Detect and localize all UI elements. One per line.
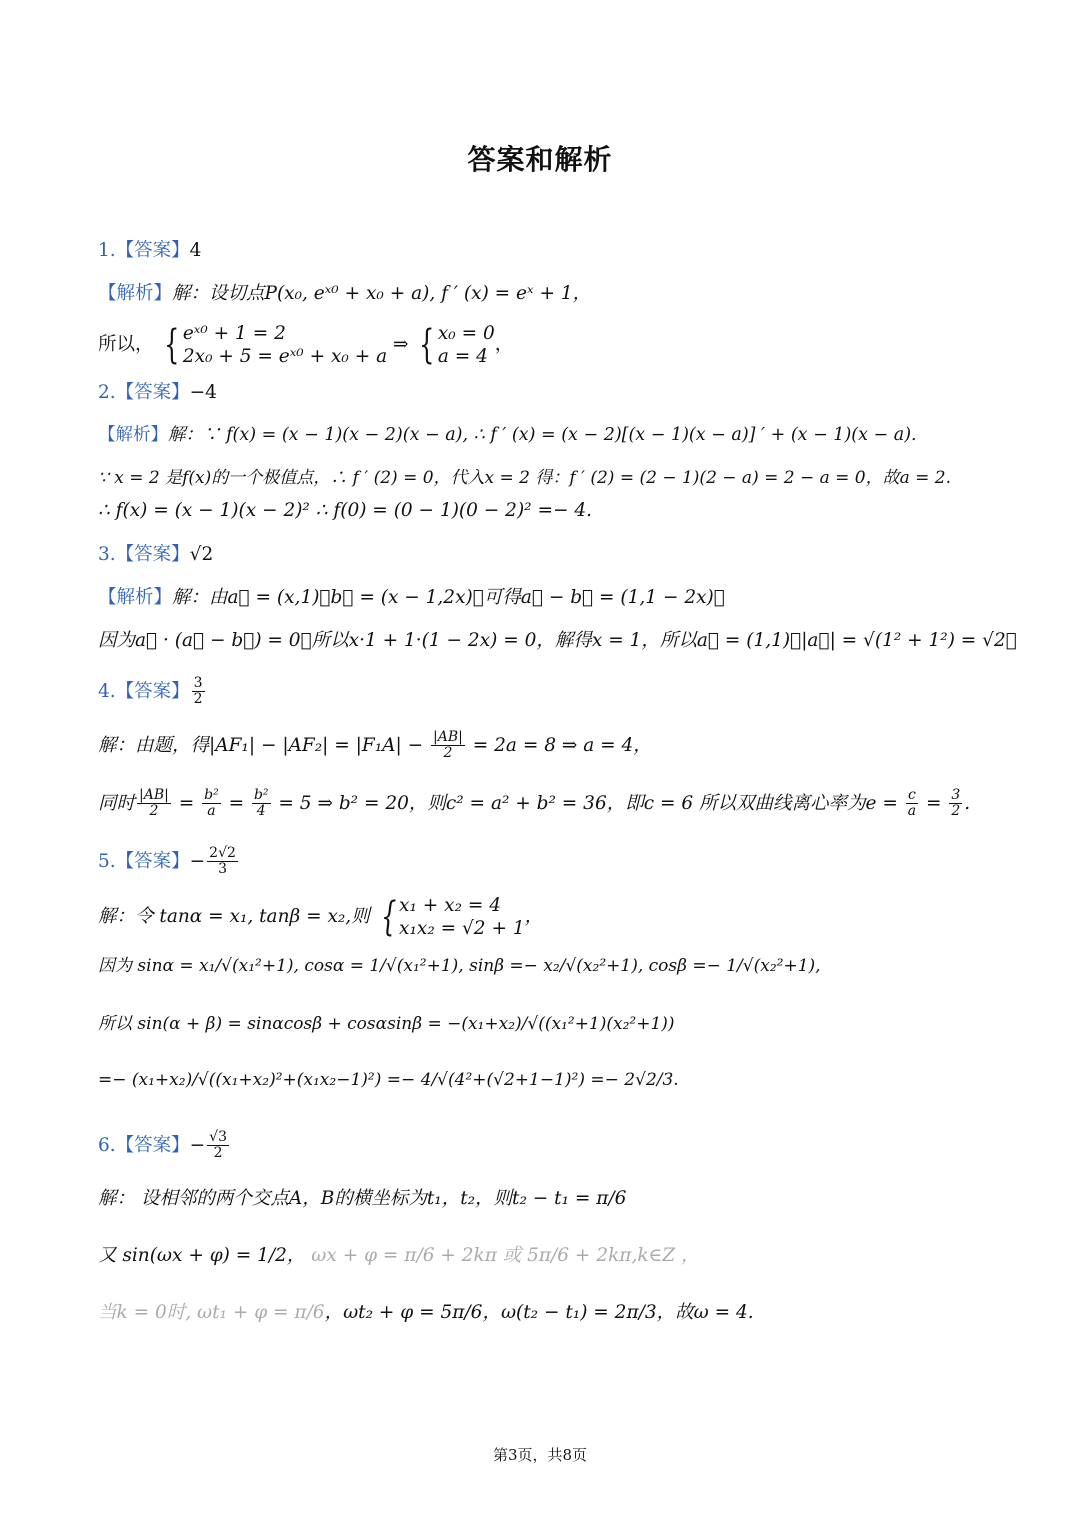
q6-answer-label: 6.【答案】 — [98, 1134, 190, 1156]
q3-analysis-label: 【解析】 — [98, 587, 173, 608]
q4-answer-fraction: $\frac{3}{2}$ — [193, 675, 203, 708]
q2-answer-line — [98, 384, 217, 403]
q2-line-3: ∴ f(x) = (x − 1)(x − 2)² ∴ f(0) = (0 − 1)(0 − 2)² =− 4. — [98, 500, 592, 521]
q5-answer-line: 5.【答案】− $\frac{2√2}{3}$ — [98, 845, 236, 878]
q3-answer-line — [98, 546, 213, 565]
q2-line-2: ∵ x = 2 是f(x)的一个极值点，∴ f ′ (2) = 0，代入x = 2 得：f ′ (2) = (2 − 1)(2 − a) = 2 − a = 0，故a = 2. — [98, 468, 952, 488]
q5-line-3: 所以 sin(α + β) = sinαcosβ + cosαsinβ = −(x₁+x₂)/√((x₁²+1)(x₂²+1)) — [98, 1014, 675, 1034]
q4-answer-label: 4.【答案】 — [98, 680, 190, 702]
q2-analysis-line — [98, 427, 917, 445]
q6-line-3: 当k = 0时, ωt₁ + φ = π/6，ωt₂ + φ = 5π/6，ω(t₂ − t₁) = 2π/3，故ω = 4. — [98, 1302, 754, 1323]
q4-line-2: 同时 $\frac{|AB|}{2}$ = $\frac{\text{b²}}{a}$ = $\frac{\text{b²}}{4}$ = 5 ⇒ b² = 20，则c² = a² + b² = 36，即c = 6 所以双曲线离心率为e = $\frac{c}{a}$ = $\frac{3}{2}$ . — [98, 787, 971, 820]
q2-answer-label: 2.【答案】 — [98, 382, 190, 403]
q6-line-2: 又 sin(ωx + φ) = 1/2， ωx + φ = π/6 + 2kπ 或 5π/6 + 2kπ,k∈Z ， — [98, 1245, 700, 1266]
q5-line-2: 因为 sinα = x₁/√(x₁²+1), cosα = 1/√(x₁²+1), sinβ =− x₂/√(x₂²+1), cosβ =− 1/√(x₂²+1), — [98, 956, 821, 976]
q1-sys1-eq-b: 2x₀ + 5 = eˣ⁰ + x₀ + a — [182, 346, 388, 368]
q1-sys2-eq-a: x₀ = 0 — [437, 323, 495, 344]
q3-analysis-line — [98, 589, 725, 608]
q3-answer-label: 3.【答案】 — [98, 544, 190, 565]
q1-system-2: { x₀ = 0 a = 4 — [419, 322, 495, 369]
q1-analysis-line — [98, 285, 591, 304]
q1-system-line: 所以， { eˣ⁰ + 1 = 2 2x₀ + 5 = eˣ⁰ + x₀ + a ⇒ { x₀ = 0 a = 4 ， — [98, 322, 514, 369]
q1-system-prefix: 所以， — [98, 334, 154, 356]
q1-analysis-label: 【解析】 — [98, 283, 173, 304]
q6-answer-fraction: $\frac{√3}{2}$ — [209, 1129, 227, 1162]
q2-analysis-label: 【解析】 — [98, 425, 168, 445]
q2-analysis-text: 解：∵ f(x) = (x − 1)(x − 2)(x − a), ∴ f ′ (x) = (x − 2)[(x − 1)(x − a)] ′ + (x − 1)(x − a). — [168, 425, 917, 445]
q1-implies-arrow: ⇒ — [393, 334, 409, 356]
q5-line-1: 解：令 tanα = x₁, tanβ = x₂,则 { x₁ + x₂ = 4 x₁x₂ = √2 + 1 ， — [98, 894, 544, 941]
q4-answer-line — [98, 676, 207, 708]
q4-line-1: 解：由题，得|AF₁| − |AF₂| = |F₁A| − $\frac{|AB|}{2}$ = 2a = 8 ⇒ a = 4， — [98, 729, 652, 762]
q1-sys2-eq-b: a = 4 — [437, 346, 488, 368]
q1-sys1-eq-a: eˣ⁰ + 1 = 2 — [182, 323, 286, 344]
q1-answer-label: 1.【答案】 — [98, 240, 190, 261]
q5-answer-fraction: $\frac{2√2}{3}$ — [209, 845, 236, 878]
q5-system: { x₁ + x₂ = 4 x₁x₂ = √2 + 1 — [380, 894, 525, 941]
q1-answer-value: 4 — [189, 240, 202, 261]
page-footer: 第3页，共8页 — [492, 1446, 588, 1464]
q6-line-1: 解： 设相邻的两个交点A，B的横坐标为t₁，t₂，则t₂ − t₁ = π/6 — [98, 1188, 627, 1209]
q3-line-2: 因为a⃗ · (a⃗ − b⃗) = 0，所以x·1 + 1·(1 − 2x) = 0，解得x = 1，所以a⃗ = (1,1)，|a⃗| = √(1² + 1²) = √2， — [98, 630, 1017, 651]
q3-analysis-text: 解：由a⃗ = (x,1)，b⃗ = (x − 1,2x)，可得a⃗ − b⃗ = (1,1 − 2x)， — [172, 587, 725, 608]
page-title: 答案和解析 — [467, 143, 613, 176]
q5-line-4: =− (x₁+x₂)/√((x₁+x₂)²+(x₁x₂−1)²) =− 4/√(4²+(√2+1−1)²) =− 2√2/3. — [98, 1070, 679, 1090]
q2-answer-value: −4 — [189, 382, 217, 403]
q4-fraction-1: $\frac{|AB|}{2}$ — [433, 729, 463, 762]
q1-answer-line — [98, 242, 201, 261]
q1-system-1: { eˣ⁰ + 1 = 2 2x₀ + 5 = eˣ⁰ + x₀ + a — [164, 322, 388, 369]
q1-analysis-text: 解：设切点P(x₀, eˣ⁰ + x₀ + a), f ′ (x) = eˣ + 1， — [172, 283, 592, 304]
q6-answer-line: 6.【答案】− $\frac{√3}{2}$ — [98, 1129, 227, 1162]
q3-answer-value: √2 — [189, 544, 214, 565]
q5-answer-label: 5.【答案】 — [98, 850, 190, 872]
